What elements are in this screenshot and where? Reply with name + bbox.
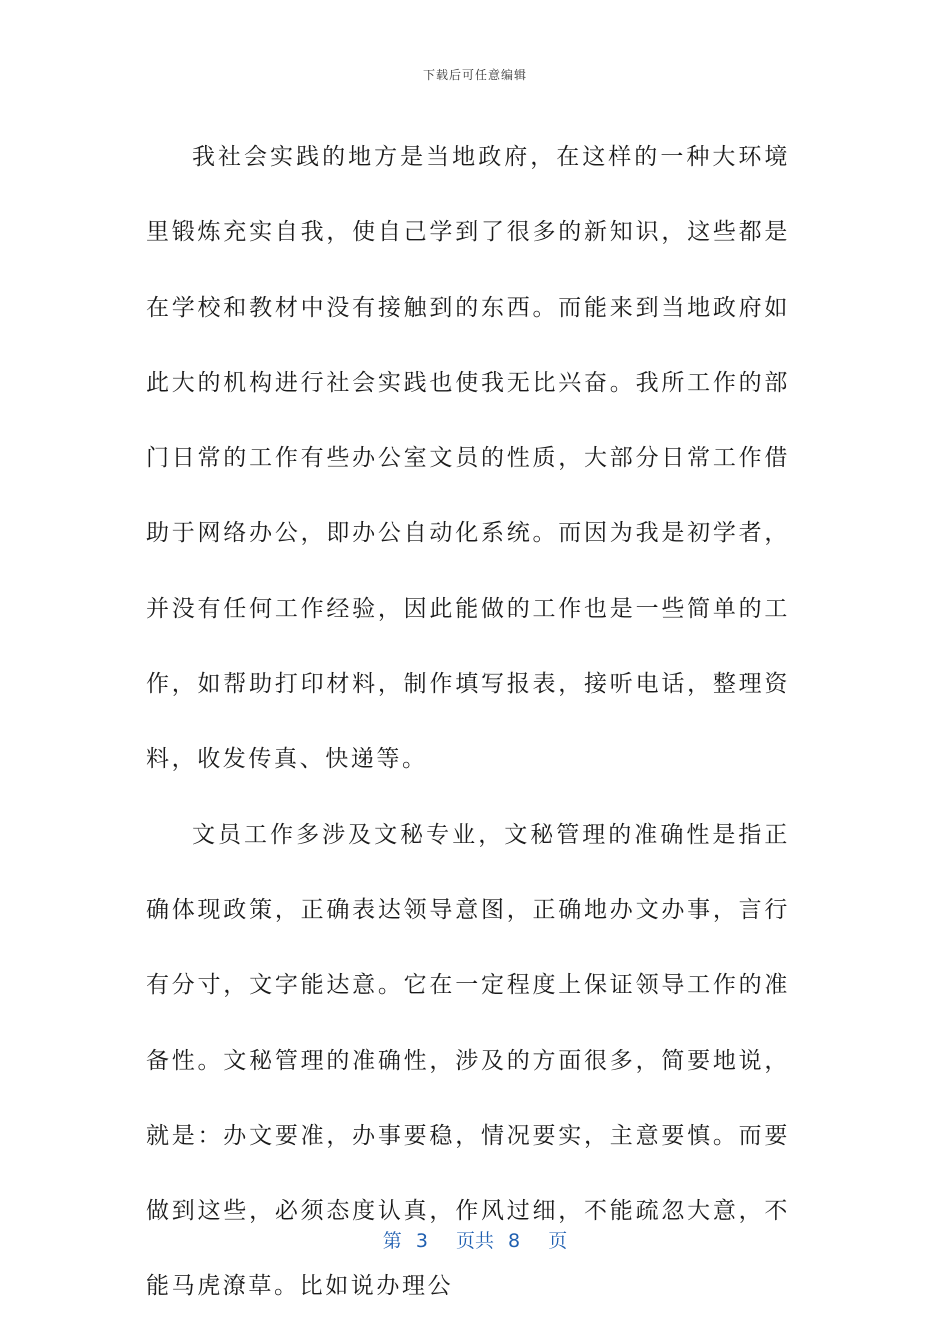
page-footer: 第 3 页共 8 页 (382, 1230, 568, 1252)
document-body (146, 120, 790, 1325)
page-header: 下载后可任意编辑 (422, 68, 527, 82)
paragraph-1: 我社会实践的地方是当地政府，在这样的一种大环境里锻炼充实自我，使自己学到了很多的新知识，这些都是在学校和教材中没有接触到的东西。而能来到当地政府如此大的机构进行社会实践也使我无比兴奋。我所工作的部门日常的工作有些办公室文员的性质，大部分日常工作借助于网络办公，即办公自动化系统。而因为我是初学者，并没有任何工作经验，因此能做的工作也是一些简单的工作，如帮助打印材料，制作填写报表，接听电话，整理资料，收发传真、快递等。 (146, 144, 790, 773)
paragraph-2: 文员工作多涉及文秘专业，文秘管理的准确性是指正确体现政策，正确表达领导意图，正确地办文办事，言行有分寸，文字能达意。它在一定程度上保证领导工作的准备性。文秘管理的准确性，涉及的方面很多，简要地说，就是：办文要准，办事要稳，情况要实，主意要慎。而要做到这些，必须态度认真，作风过细，不能疏忽大意，不能马虎潦草。比如说办理公 (146, 821, 790, 1300)
